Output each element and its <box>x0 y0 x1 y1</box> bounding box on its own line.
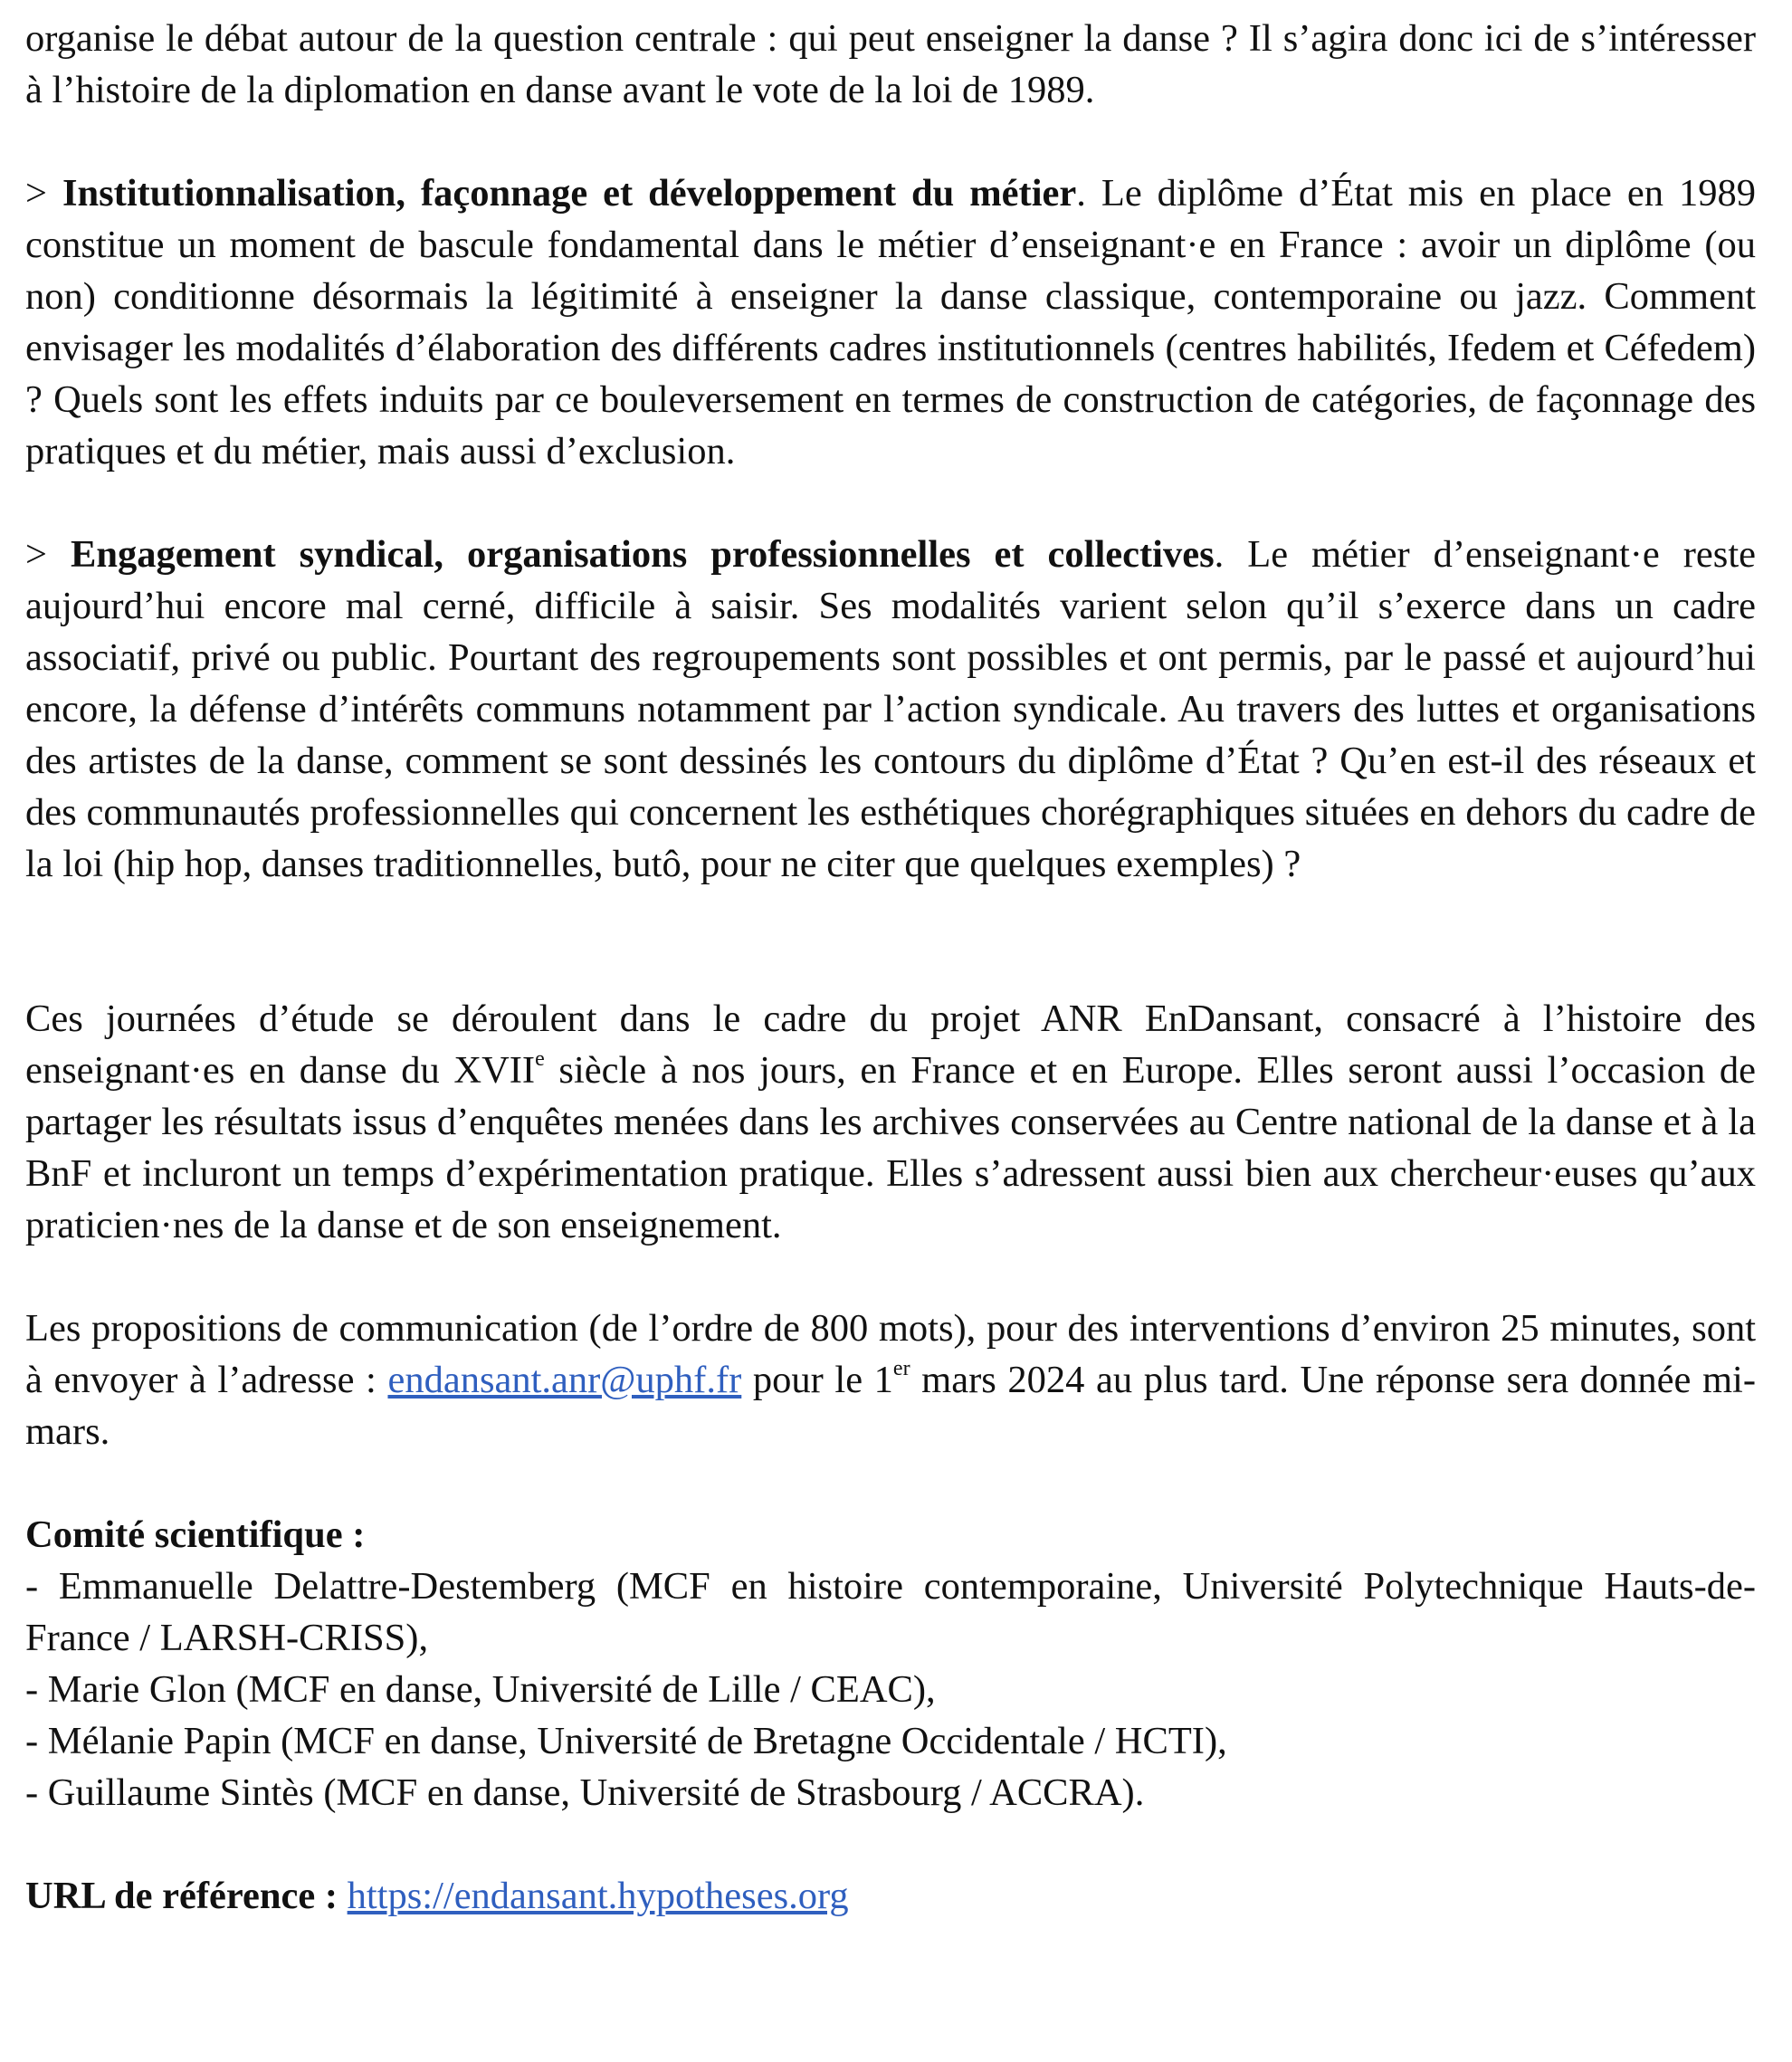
spacer <box>25 890 1756 993</box>
section-body: . Le diplôme d’État mis en place en 1989 constitue un moment de bascule fondamental dans le métier d’enseignant·e en France : avoir un diplôme (ou non) conditionne désormais la légitimité à enseigner la danse classique, contemporaine ou jazz. Comment envisager les modalités d’élaboration des différents cadres institutionnels (centres habilités, Ifedem et Céfedem) ? Quels sont les effets induits par ce bouleversement en termes de construction de catégories, de façonnage des pratiques et du métier, mais aussi d’exclusion. <box>25 172 1757 473</box>
submission-text: mars 2024 au plus tard. Une réponse sera donnée mi-mars. <box>25 1359 1757 1453</box>
context-text: siècle à nos jours, en France et en Europe. Elles seront aussi l’occasion de partager les résultats issus d’enquêtes menées dans les archives conservées au Centre national de la danse et à la BnF et incluront un temps d’expérimentation pratique. Elles s’adressent aussi bien aux chercheur·euses qu’aux praticien·nes de la danse et de son enseignement. <box>25 1049 1756 1246</box>
context-paragraph <box>25 993 1756 1251</box>
committee-member: - Emmanuelle Delattre-Destemberg (MCF en histoire contemporaine, Université Polytechnique Hauts-de-France / LARSH-CRISS), <box>25 1565 1756 1659</box>
superscript: er <box>892 1356 910 1380</box>
committee-member: - Mélanie Papin (MCF en danse, Université de Bretagne Occidentale / HCTI), <box>25 1720 1227 1762</box>
spacer <box>25 477 1756 529</box>
section-engagement <box>25 529 1756 890</box>
section-heading: Institutionnalisation, façonnage et développement du métier <box>62 172 1077 215</box>
committee-member: - Guillaume Sintès (MCF en danse, Université de Strasbourg / ACCRA). <box>25 1771 1145 1814</box>
email-link[interactable]: endansant.anr@uphf.fr <box>387 1359 742 1401</box>
reference-url-link[interactable]: https://endansant.hypotheses.org <box>347 1875 849 1917</box>
spacer <box>25 116 1756 167</box>
section-body: . Le métier d’enseignant·e reste aujourd’hui encore mal cerné, difficile à saisir. Ses modalités varient selon qu’il s’exerce dans un cadre associatif, privé ou public. Pourtant des regroupements sont possibles et ont permis, par le passé et aujourd’hui encore, la défense d’intérêts communs notamment par l’action syndicale. Au travers des luttes et organisations des artistes de la danse, comment se sont dessinés les contours du diplôme d’État ? Qu’en est-il des réseaux et des communautés professionnelles qui concernent les esthétiques chorégraphiques situées en dehors du cadre de la loi (hip hop, danses traditionnelles, butô, pour ne citer que quelques exemples) ? <box>25 533 1756 885</box>
section-prefix: > <box>25 533 71 576</box>
committee-heading: Comité scientifique : <box>25 1513 366 1556</box>
spacer <box>25 1251 1756 1303</box>
committee-member: - Marie Glon (MCF en danse, Université de Lille / CEAC), <box>25 1668 936 1711</box>
reference-label: URL de référence : <box>25 1875 348 1917</box>
intro-paragraph: organise le débat autour de la question centrale : qui peut enseigner la danse ? Il s’agira donc ici de s’intéresser à l’histoire de la diplomation en danse avant le vote de la loi de 1989. <box>25 17 1756 111</box>
section-heading: Engagement syndical, organisations professionnelles et collectives <box>70 533 1215 576</box>
spacer <box>25 1457 1756 1509</box>
submission-text: Les propositions de communication (de l’ordre de 800 mots), pour des interventions d’environ 25 minutes, sont à envoyer à l’adresse : <box>25 1307 1756 1401</box>
submission-paragraph <box>25 1303 1756 1457</box>
spacer <box>25 1819 1756 1870</box>
superscript: e <box>535 1046 545 1071</box>
submission-text: pour le 1 <box>741 1359 893 1401</box>
reference-line <box>25 1870 1756 1922</box>
section-prefix: > <box>25 172 62 215</box>
committee-section <box>25 1509 1756 1819</box>
section-institutionnalisation <box>25 167 1756 477</box>
context-text: Ces journées d’étude se déroulent dans le cadre du projet ANR EnDansant, consacré à l’histoire des enseignant·es en danse du XVII <box>25 998 1756 1092</box>
